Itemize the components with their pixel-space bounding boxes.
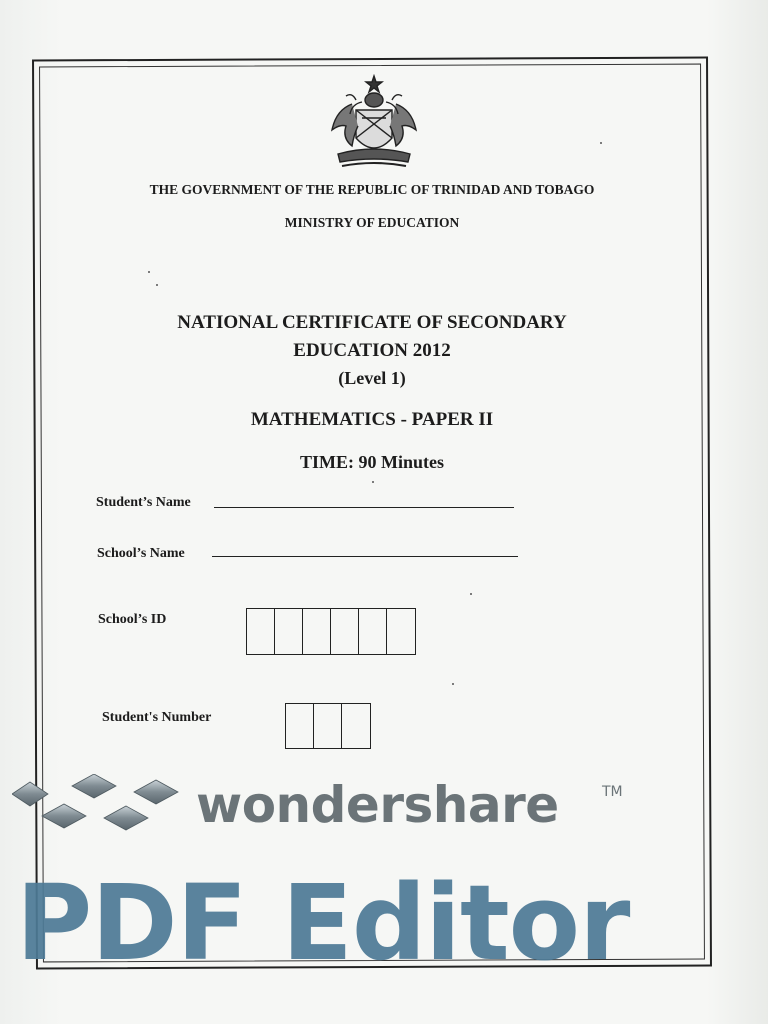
exam-subject: MATHEMATICS - PAPER II (250, 409, 494, 430)
ministry-heading: MINISTRY OF EDUCATION (284, 215, 460, 230)
scan-speck (148, 271, 150, 273)
watermark-product: PDF Editor (16, 862, 630, 984)
digit-box[interactable] (342, 704, 370, 748)
school-id-label: School’s ID (98, 612, 167, 627)
government-heading: THE GOVERNMENT OF THE REPUBLIC OF TRINIDAD AND TOBAGO (149, 182, 595, 197)
student-name-label: Student’s Name (96, 495, 191, 510)
school-name-label: School’s Name (97, 546, 185, 561)
exam-title-line2: EDUCATION 2012 (293, 340, 451, 361)
exam-level: (Level 1) (338, 368, 406, 388)
scan-speck (600, 142, 602, 144)
watermark-trademark: TM (602, 784, 623, 800)
wondershare-diamond-logo-icon (12, 774, 190, 836)
coat-of-arms-icon (322, 74, 426, 174)
student-number-label: Student's Number (102, 710, 212, 725)
student-number-boxes[interactable] (285, 703, 371, 749)
exam-title-line1: NATIONAL CERTIFICATE OF SECONDARY (177, 312, 567, 333)
digit-box[interactable] (247, 609, 275, 654)
watermark-brand: wondershare (196, 776, 559, 834)
digit-box[interactable] (303, 609, 331, 654)
digit-box[interactable] (275, 609, 303, 654)
scan-speck (372, 481, 374, 483)
scan-speck (156, 284, 158, 286)
school-id-boxes[interactable] (246, 608, 416, 655)
digit-box[interactable] (387, 609, 415, 654)
digit-box[interactable] (359, 609, 387, 654)
digit-box[interactable] (314, 704, 342, 748)
school-name-line[interactable] (212, 556, 518, 557)
scan-speck (470, 593, 472, 595)
scan-speck (452, 683, 454, 685)
student-name-line[interactable] (214, 507, 514, 508)
digit-box[interactable] (331, 609, 359, 654)
digit-box[interactable] (286, 704, 314, 748)
exam-time: TIME: 90 Minutes (300, 452, 444, 472)
